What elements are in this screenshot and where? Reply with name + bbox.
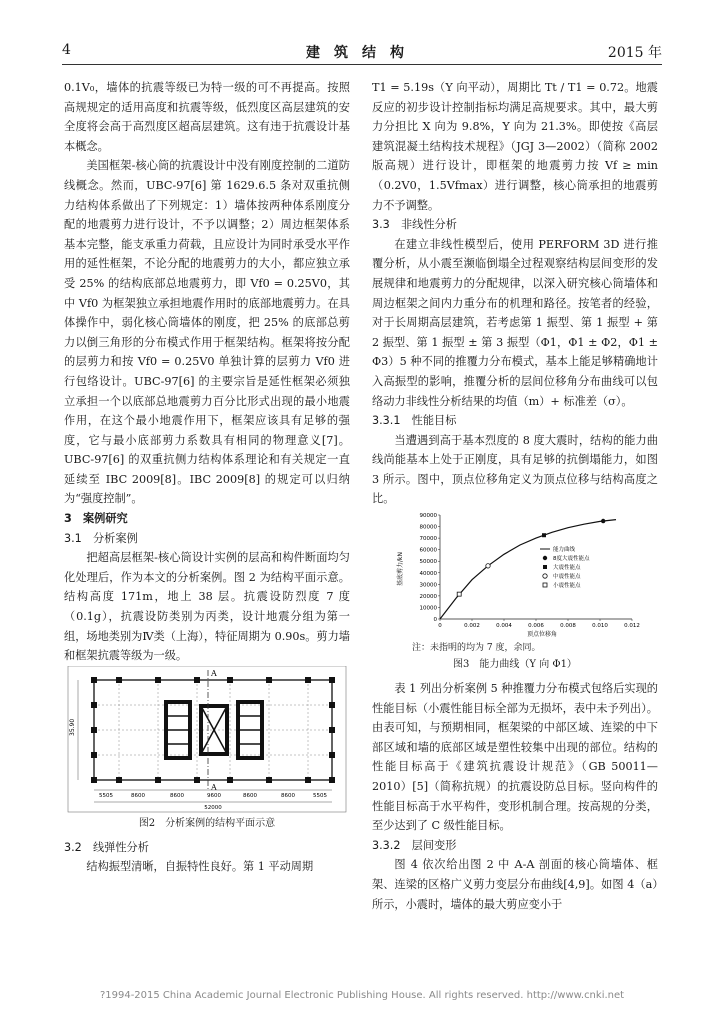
y-tick-label: 90000 [419, 513, 437, 520]
section-heading: 3 案例研究 [64, 512, 128, 526]
dim-label: 8600 [170, 792, 184, 799]
paragraph: 表 1 列出分析案例 5 种推覆力分布模式包络后实现的性能目标（小震性能目标全部为无损坏，表中未予列出）。由表可知，与预期相同，框架梁的中部区域、连梁的中下部区域和墙的底部区域是塑性较集中出现的部位。结构的性能目标高于《建筑抗震设计规范》（GB 50011—2010）[5]（简称抗规）的抗震设防总目标。竖向构件的性能目标高于水平构件，变形机制合理。按高规的分类，至少达到了 C 级性能目标。 [372, 682, 658, 833]
performance-point [543, 583, 547, 587]
legend-label: 中震性能点 [553, 574, 581, 581]
dim-label: 9600 [207, 792, 221, 799]
y-tick-label: 40000 [419, 570, 437, 577]
legend-label: 8度大震性能点 [553, 556, 590, 563]
subsection-heading: 3.3 非线性分析 [372, 218, 457, 232]
paragraph: 美国框架-核心筒的抗震设计中没有刚度控制的二道防线概念。然而，UBC-97[6] 第 1629.6.5 条对双重抗侧力结构体系做出了下列规定：1）墙体按两种体系刚度分配的地震剪力进行设计，不予以调整；2）周边框架体系基本完整，能支承重力荷载，且应设计为同时承受水平作用的延性框架，不论分配的地震剪力的大小，都应独立承受 25% 的结构底部总地震剪力，即 Vf0 = 0.25V0，其中 Vf0 为框架独立承担地震作用时的底部地震剪力。在具体操作中，弱化核心筒墙体的刚度，把 25% 的底部总剪力以倒三角形的分布模式作用于框架结构。框架将按分配的层剪力和按 Vf0 = 0.25V0 单独计算的层剪力 Vf0 进行包络设计。UBC-97[6] 的主要宗旨是延性框架必须独立承担一个以底部总地震剪力百分比形式出现的最小地震作用，在这个最小地震作用下，框架应该具有足够的强度，它与最小底部剪力系数具有相同的物理意义[7]。UBC-97[6] 的双重抗侧力结构体系理论和有关规定一直延续至 IBC 2009[8]。IBC 2009[8] 的规定可以归纳为“强度控制”。 [64, 159, 350, 506]
dim-label: 8600 [131, 792, 145, 799]
legend-label: 小震性能点 [553, 583, 581, 590]
y-tick-label: 10000 [419, 605, 437, 612]
dim-label: 8600 [243, 792, 257, 799]
dim-label: 5505 [99, 792, 113, 799]
dim-label: 5505 [313, 792, 327, 799]
x-tick-label: 0.008 [560, 623, 576, 630]
y-tick-label: 80000 [419, 524, 437, 531]
performance-point [486, 564, 490, 568]
x-tick-label: 0.002 [464, 623, 480, 630]
paragraph: 当遭遇到高于基本烈度的 8 度大震时，结构的能力曲线尚能基本上处于正刚度，具有足够的抗倒塌能力，如图 3 所示。图中，顶点位移角定义为顶点位移与结构高度之比。 [372, 433, 658, 506]
paragraph: 0.1V₀，墙体的抗震等级已为特一级的可不再提高。按照高规规定的适用高度和抗震等级，低烈度区高层建筑的安全度将会高于高烈度区超高层建筑。这有违于抗震设计基本概念。 [64, 81, 350, 153]
performance-point [601, 519, 605, 523]
y-tick-label: 30000 [419, 582, 437, 589]
performance-point [542, 533, 546, 537]
x-tick-label: 0.010 [592, 623, 608, 630]
performance-point [457, 592, 461, 596]
subsection-heading: 3.1 分析案例 [64, 531, 138, 545]
legend-label: 大震性能点 [553, 565, 581, 572]
section-mark-top: A [211, 668, 217, 678]
journal-title: 建筑结构 [306, 45, 418, 61]
dim-label: 8600 [281, 792, 295, 799]
copyright-footer: ?1994-2015 China Academic Journal Electronic Publishing House. All rights reserved. http://www.cnki.net [99, 990, 625, 1001]
journal-year: 2015 年 [607, 45, 662, 61]
left-column [64, 78, 350, 877]
paragraph: 图 4 依次给出图 2 中 A-A 剖面的核心筒墙体、框架、连梁的区格广义剪力变层分布曲线[4,9]。如图 4（a）所示，小震时，墙体的最大剪应变小于 [372, 858, 658, 911]
x-axis-label: 顶点位移角 [526, 631, 558, 639]
paragraph: T1 = 5.19s（Y 向平动），周期比 Tt / T1 = 0.72。地震反应的初步设计控制指标均满足高规要求。其中，最大剪力分担比 X 向为 9.8%，Y 向为 21.3%。即使按《高层建筑混凝土结构技术规程》（JGJ 3—2002）（简称 2002 版高规）进行设计，即框架的地震剪力按 Vf ≥ min（0.2V0，1.5Vfmax）进行调整，核心筒承担的地震剪力不予调整。 [372, 81, 658, 212]
legend-label: 能力曲线 [553, 547, 576, 554]
subsection-heading: 3.2 线弹性分析 [64, 840, 149, 854]
performance-point [543, 556, 547, 560]
right-column [372, 78, 658, 914]
figure-note: 注：未指明的均为 7 度，余同。 [412, 643, 541, 654]
y-tick-label: 70000 [419, 536, 437, 543]
y-tick-label: 60000 [419, 547, 437, 554]
y-tick-label: 0 [433, 617, 437, 624]
subsubsection-heading: 3.3.2 层间变形 [372, 838, 457, 852]
chart-legend [540, 545, 590, 589]
running-header [62, 42, 662, 62]
figure-caption: 图2 分析案例的结构平面示意 [138, 817, 276, 829]
y-tick-label: 50000 [419, 559, 437, 566]
subsubsection-heading: 3.3.1 性能目标 [372, 414, 457, 428]
x-tick-label: 0.004 [496, 623, 512, 630]
y-tick-label: 20000 [419, 593, 437, 600]
y-axis-label: 基底剪力/kN [397, 552, 404, 587]
performance-point [543, 574, 547, 578]
capacity-curve-line [440, 520, 616, 619]
side-dimension: 35.90 [69, 718, 76, 736]
dim-total: 52000 [204, 804, 222, 811]
performance-point [543, 565, 547, 569]
x-tick-label: 0 [438, 623, 442, 630]
paragraph: 在建立非线性模型后，使用 PERFORM 3D 进行推覆分析，从小震至濒临倒塌全过程观察结构层间变形的发展规律和地震剪力的分配规律，以深入研究核心筒墙体和周边框架之间内力重分布的机理和路径。按笔者的经验，对于长周期高层建筑，若考虑第 1 振型、第 1 振型 + 第 2 振型、第 1 振型 ± 第 3 振型（Φ1，Φ1 ± Φ2，Φ1 ± Φ3）5 种不同的推覆力分布模式，基本上能足够精确地计入高振型的影响，推覆分析的层间位移角分布曲线可以包络动力非线性分析结果的均值（m）+ 标准差（σ）。 [372, 237, 658, 408]
x-tick-label: 0.006 [528, 623, 544, 630]
figure-caption: 图3 能力曲线（Y 向 Φ1） [453, 659, 577, 671]
section-mark-bottom: A [211, 782, 217, 792]
capacity-curve-chart [390, 509, 640, 639]
structural-plan-figure [64, 666, 350, 814]
paragraph: 把超高层框架-核心筒设计实例的层高和构件断面均匀化处理后，作为本文的分析案例。图 2 为结构平面示意。结构高度 171m，地上 38 层。抗震设防烈度 7 度（0.1g），抗震设防类别为丙类，设计地震分组为第一组，场地类别为Ⅳ类（上海），特征周期为 0.90s。剪力墙和框架抗震等级为一级。 [64, 551, 350, 663]
page-number: 4 [62, 42, 71, 58]
x-tick-label: 0.012 [624, 623, 640, 630]
paragraph: 结构振型清晰，自振特性良好。第 1 平动周期 [86, 860, 314, 874]
header-rule [62, 64, 662, 65]
